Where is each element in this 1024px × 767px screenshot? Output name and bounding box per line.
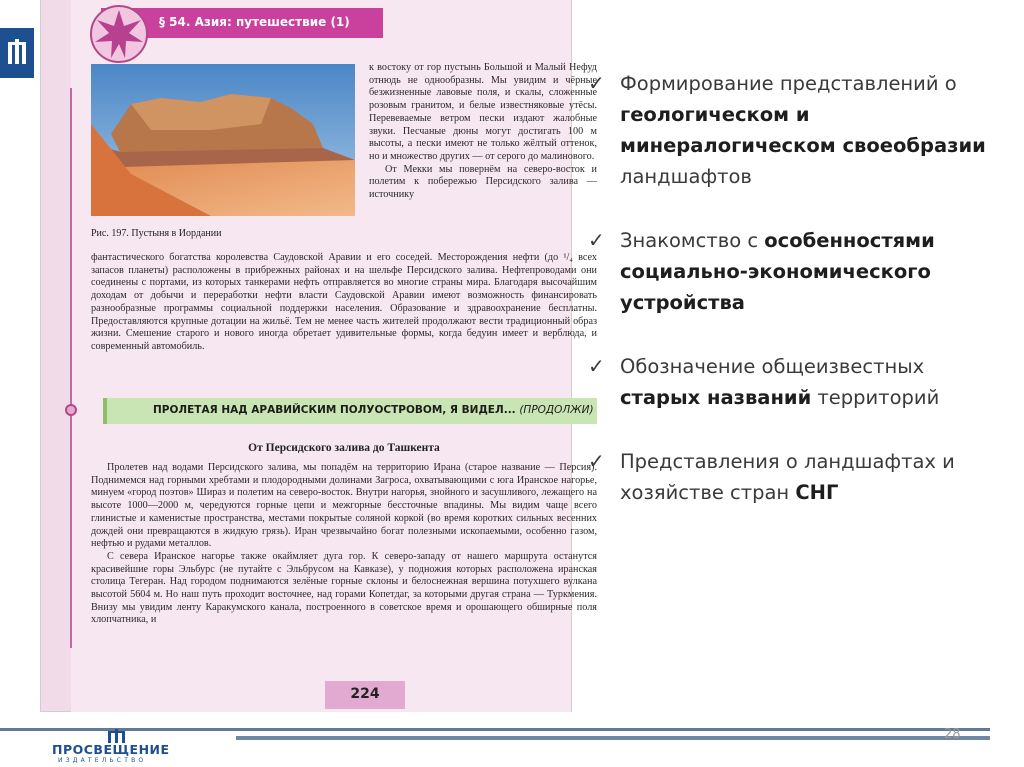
bullet-item — [588, 446, 1008, 508]
page-number: 224 — [325, 681, 405, 709]
margin-dot — [65, 404, 77, 416]
text-column-full — [91, 252, 597, 354]
logo-mark-icon — [5, 36, 29, 70]
checkmark-icon: ✓ — [588, 228, 605, 252]
footer-divider — [236, 736, 990, 740]
prosveshchenie-logo-icon — [0, 28, 34, 78]
bullet-text: Обозначение общеизвестных — [620, 355, 925, 378]
margin-line — [70, 88, 72, 648]
task-banner — [103, 398, 597, 424]
desert-photo — [91, 64, 355, 216]
bullet-text: Знакомство с — [620, 229, 765, 252]
textbook-page-scan — [40, 0, 597, 712]
bullet-text: территорий — [811, 386, 940, 409]
publisher-logo — [46, 728, 196, 764]
star-badge-icon — [89, 4, 149, 64]
bullet-bold-text: СНГ — [795, 481, 839, 504]
publisher-brand: ПРОСВЕЩЕНИЕ — [52, 742, 170, 757]
bullet-bold-text: старых названий — [620, 386, 812, 409]
bullet-bold-text: особенностями социально-экономического устройства — [620, 229, 935, 314]
paragraph: От Мекки мы повернём на северо-восток и полетим к побережью Персидского залива — источнику — [369, 163, 597, 201]
publisher-sub: ИЗДАТЕЛЬСТВО — [58, 757, 147, 764]
bullet-list — [588, 68, 1008, 541]
text-column-right — [369, 62, 597, 202]
bullet-item — [588, 351, 1008, 413]
bullet-bold-text: геологическом и минералогическом своеобразии — [620, 103, 986, 157]
paragraph: к востоку от гор пустынь Большой и Малый Нефуд отнюдь не однообразны. Мы увидим и чёрные безжизненные лавовые поля, и скалы, сложенные розовым гранитом, и белые известняковые утёсы. Перевеваемые ветром пески издают жалобные звуки. Песчаные дюны могут достигать 100 м высоты, а пески имеют не только жёлтый оттенок, но и множество других — от серого до малинового. — [369, 62, 597, 162]
figure-caption: Рис. 197. Пустыня в Иордании — [91, 228, 222, 239]
paragraph: С севера Иранское нагорье также окаймляет дуга гор. К северо-западу от нашего маршрута останутся красивейшие горы Эльбурс (не путайте с Эльбрусом на Кавказе), у подножия которых расположена иранская столица Тегеран. Над городом поднимаются зелёные горные склоны и белоснежная вершина потухшего вулкана высотой 5604 м. Но наш путь проходит восточнее, над горами Копетдаг, за которыми другая страна — Туркмения. Внизу мы увидим ленту Каракумского канала, построенного в советское время и орошающего обширные поля хлопчатника, и — [91, 550, 597, 626]
checkmark-icon: ✓ — [588, 71, 605, 95]
task-banner-hint: (ПРОДОЛЖИ) — [519, 404, 594, 416]
checkmark-icon: ✓ — [588, 449, 605, 473]
checkmark-icon: ✓ — [588, 354, 605, 378]
task-banner-text: ПРОЛЕТАЯ НАД АРАВИЙСКИМ ПОЛУОСТРОВОМ, Я ВИДЕЛ... — [153, 404, 516, 416]
paragraph: Пролетев над водами Персидского залива, мы попадём на территорию Ирана (старое название — Персия). Поднимемся над горными хребтами и плодородными долинами Загроса, охватывающими с юга Иранское нагорье, минуем «город поэтов» Шираз и полетим на северо-восток. Внутри нагорья, знойного и засушливого, лежащего на высоте 1000—2000 м, чередуются горные цепи и межгорные бессточные впадины. Мы видим чаще всего глинистые и каменистые пространства, местами покрытые соляной коркой (во время коротких сильных весенних дождей они превращаются в жидкую грязь). Иран чрезвычайно богат полезными ископаемыми, особенно газом, нефтью и рудами металлов. — [91, 462, 597, 550]
slide-number: 28 — [944, 727, 961, 742]
bullet-item — [588, 225, 1008, 318]
section-title: От Персидского залива до Ташкента — [248, 442, 440, 454]
paragraph-header: § 54. Азия: путешествие (1) — [101, 8, 383, 38]
bullet-item — [588, 68, 1008, 192]
bullet-text: Представления о ландшафтах и хозяйстве стран — [620, 450, 955, 504]
bullet-text: ландшафтов — [620, 165, 752, 188]
text-column-lower — [91, 462, 597, 627]
paragraph: фантастического богатства королевства Саудовской Аравии и его соседей. Месторождения нефти (до ¹/₄ всех запасов планеты) расположены в прибрежных районах и на шельфе Персидского залива. Нефтепроводами они соединены с портами, из которых танкерами нефть отправляется во многие страны мира. Благодаря высочайшим доходам от добычи и переработки нефти власти Саудовской Аравии имеют возможность финансировать разнообразные программы социальной поддержки населения. Образование и здравоохранение бесплатны. Предоставляются крупные дотации на жильё. Тем не менее часть жителей продолжают вести традиционный образ жизни. Смешение старого и нового иногда обретает удивительные формы, когда бедуин имеет и верблюда, и современный автомобиль. — [91, 252, 597, 352]
bullet-text: Формирование представлений о — [620, 72, 957, 95]
